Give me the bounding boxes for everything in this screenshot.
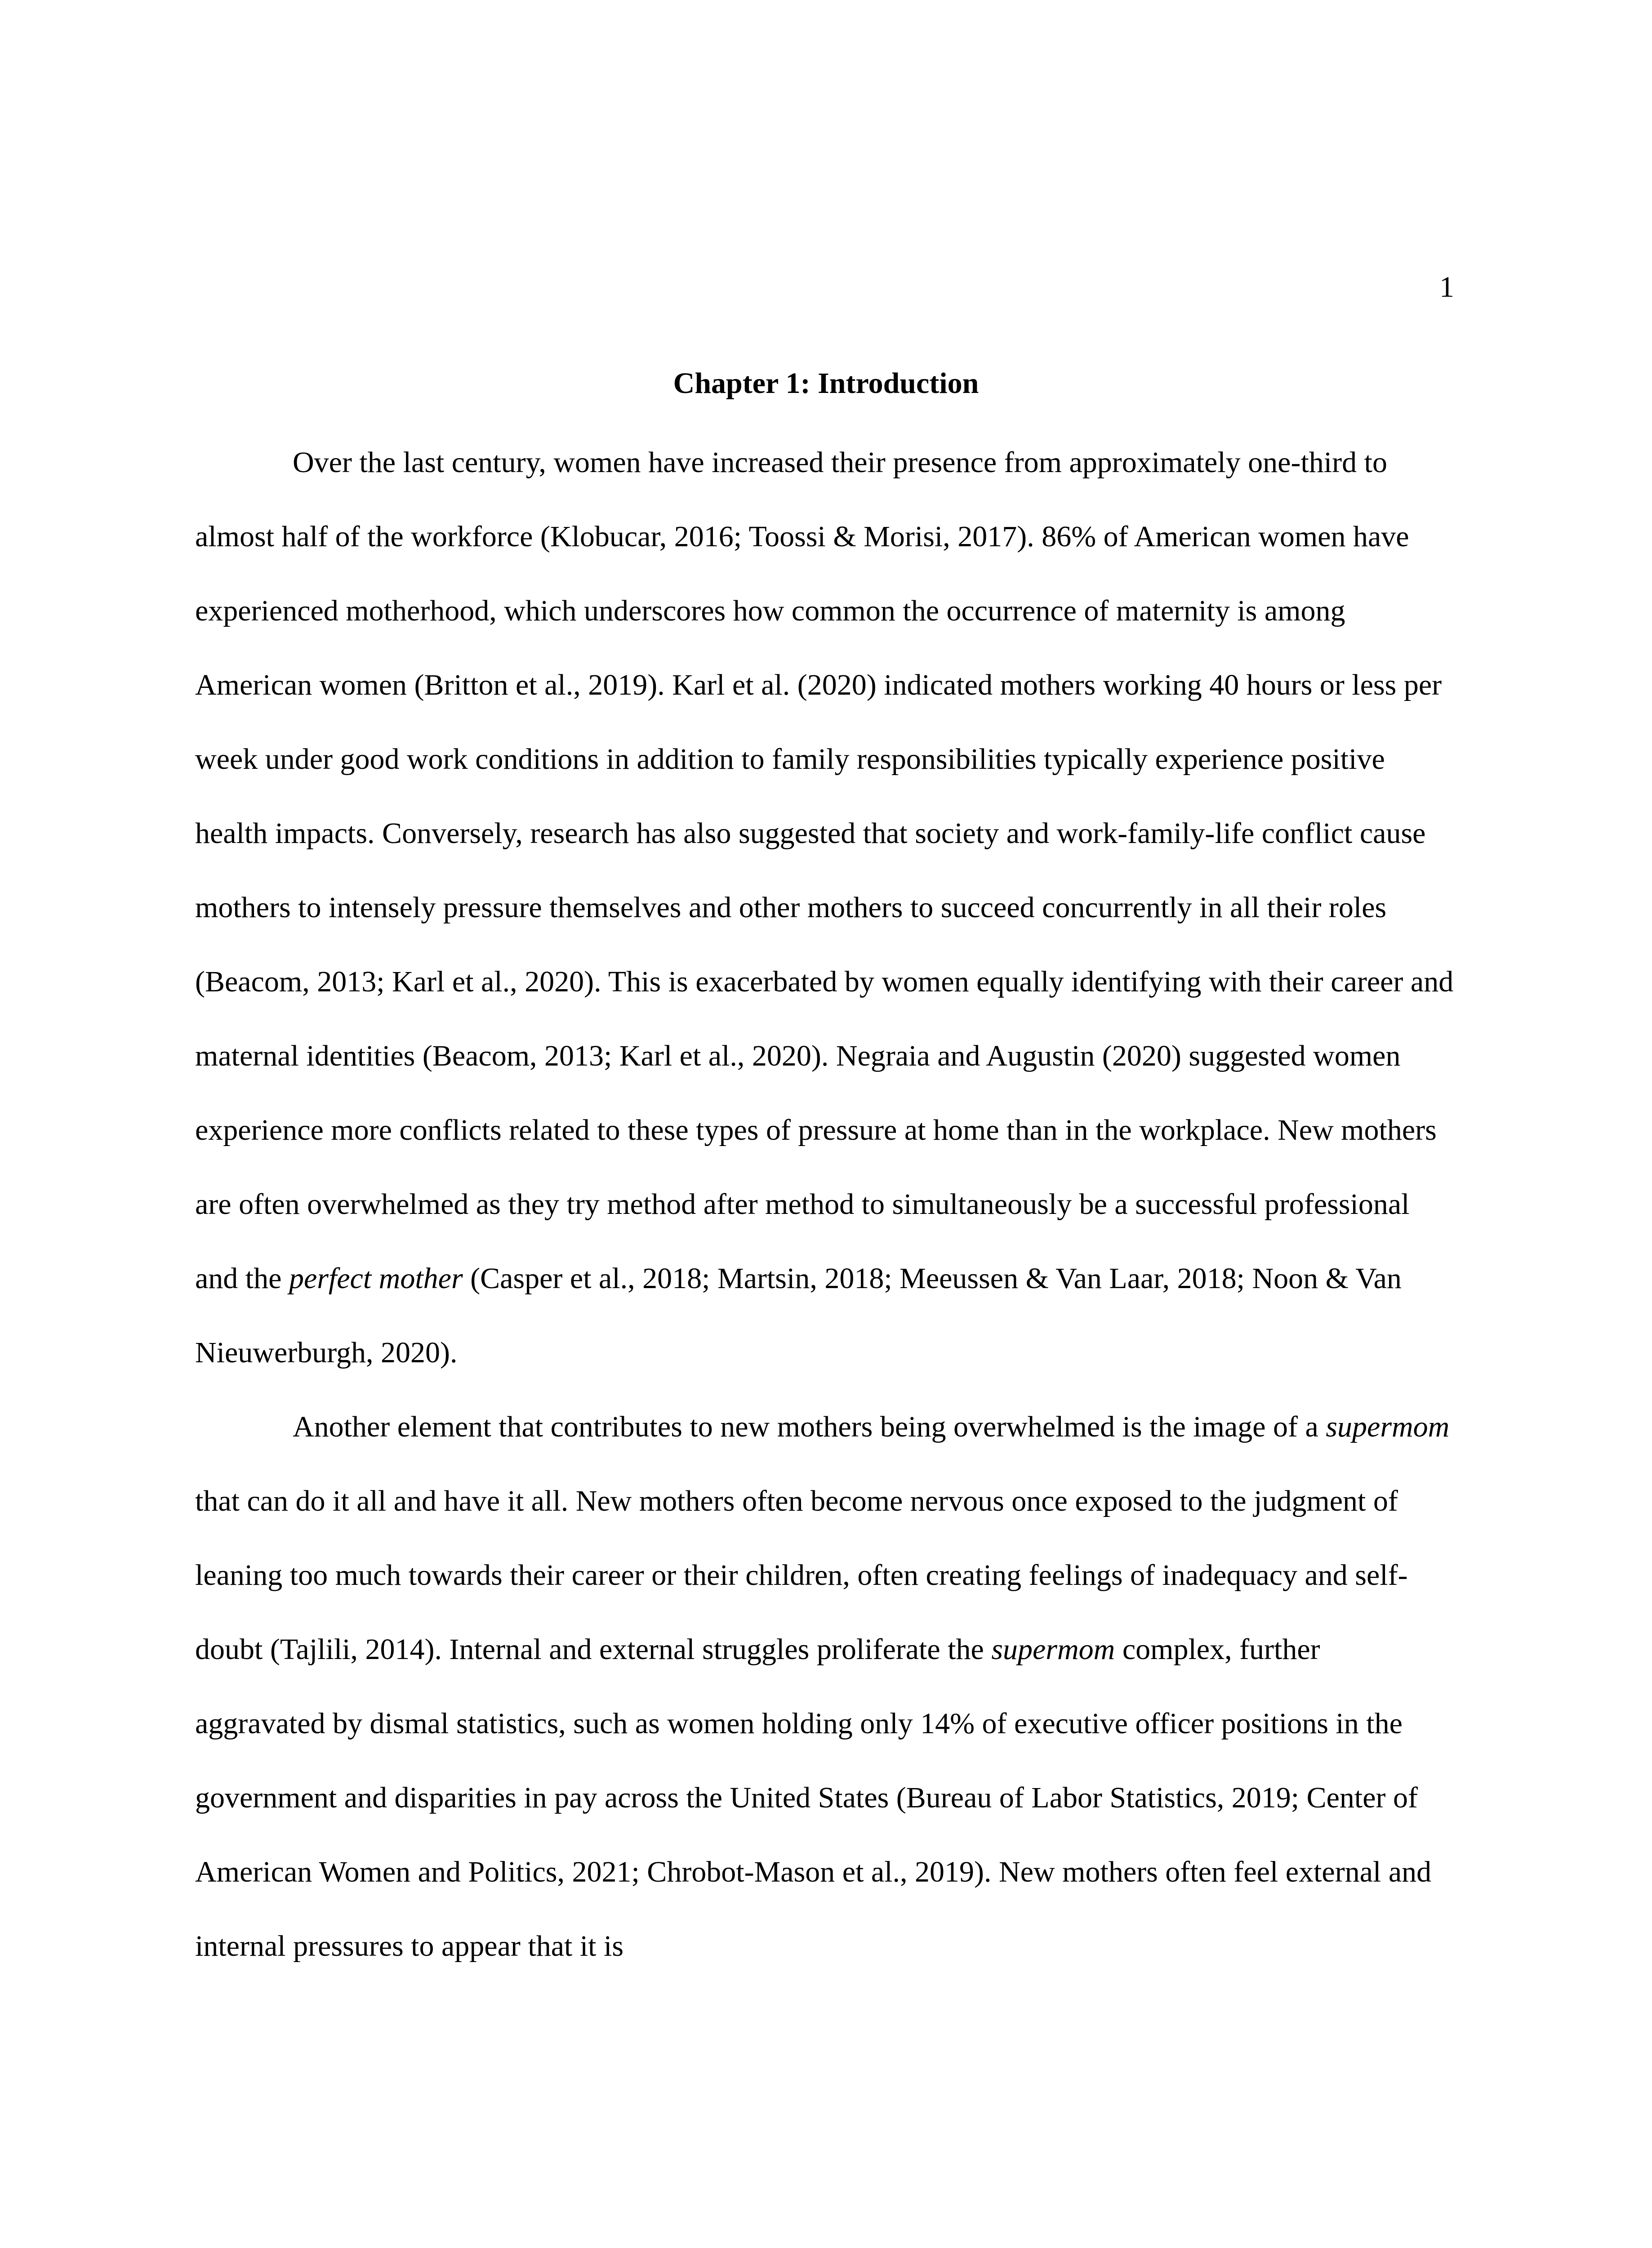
italic-term: supermom <box>1326 1410 1450 1443</box>
paragraph-text: Another element that contributes to new mothers being overwhelmed is the image of a <box>293 1410 1326 1443</box>
page-number: 1 <box>1439 271 1454 303</box>
paragraph-text: complex, further aggravated by dismal statistics, such as women holding only 14% of executive officer positions in the government and disparities in pay across the United States (Bureau of Labor Statistics, 2019; Center of American Women and Politics, 2021; Chrobot-Mason et al., 2019). New mothers often feel external and internal pressures to appear that it is <box>195 1633 1432 1963</box>
italic-term: perfect mother <box>289 1262 463 1295</box>
paragraph-1 <box>195 425 1457 1390</box>
chapter-title: Chapter 1: Introduction <box>673 367 979 400</box>
body-text <box>195 425 1457 1983</box>
paragraph-text: (Casper et al., 2018; Martsin, 2018; Meeussen & Van Laar, 2018; Noon & Van Nieuwerburgh, 2020). <box>195 1262 1402 1369</box>
paragraph-text: Over the last century, women have increased their presence from approximately one-third to almost half of the workforce (Klobucar, 2016; Toossi & Morisi, 2017). 86% of American women have experienced motherhood, which underscores how common the occurrence of maternity is among American women (Britton et al., 2019). Karl et al. (2020) indicated mothers working 40 hours or less per week under good work conditions in addition to family responsibilities typically experience positive health impacts. Conversely, research has also suggested that society and work-family-life conflict cause mothers to intensely pressure themselves and other mothers to succeed concurrently in all their roles (Beacom, 2013; Karl et al., 2020). This is exacerbated by women equally identifying with their career and maternal identities (Beacom, 2013; Karl et al., 2020). Negraia and Augustin (2020) suggested women experience more conflicts related to these types of pressure at home than in the workplace. New mothers are often overwhelmed as they try method after method to simultaneously be a successful professional and the <box>195 446 1454 1295</box>
italic-term: supermom <box>991 1633 1115 1666</box>
paragraph-2 <box>195 1390 1457 1983</box>
paragraph-text: that can do it all and have it all. New mothers often become nervous once exposed to the judgment of leaning too much towards their career or their children, often creating feelings of inadequacy and self-doubt (Tajlili, 2014). Internal and external struggles proliferate the <box>195 1485 1408 1666</box>
